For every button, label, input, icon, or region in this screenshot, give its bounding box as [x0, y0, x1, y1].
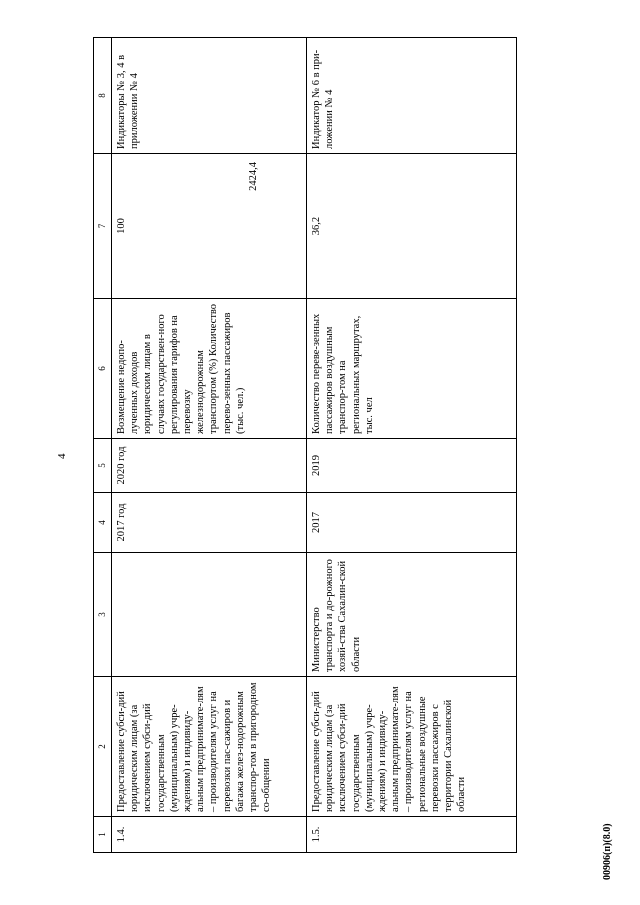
indicator-link-text: Индикаторы № 3, 4 в приложении № 4 [112, 38, 307, 154]
indicator-value: 2424,4 [247, 162, 259, 191]
start-year: 2017 [307, 493, 517, 553]
end-year: 2020 год [112, 439, 307, 493]
indicator-values [112, 154, 307, 299]
column-header: 7 [94, 154, 112, 299]
table-row [112, 38, 307, 853]
column-header: 2 [94, 677, 112, 817]
end-year: 2019 [307, 439, 517, 493]
row-number: 1.4. [112, 817, 307, 853]
column-header: 4 [94, 493, 112, 553]
indicator-value: 100 [116, 218, 127, 234]
column-header: 1 [94, 817, 112, 853]
column-header: 3 [94, 553, 112, 677]
indicator-values [307, 154, 517, 299]
table-row [307, 38, 517, 853]
column-header: 5 [94, 439, 112, 493]
table-header-row [94, 38, 112, 853]
page-number: 4 [56, 453, 68, 459]
column-header: 8 [94, 38, 112, 154]
subsidy-table-rotated [93, 38, 517, 853]
indicator-value: 36,2 [311, 216, 322, 236]
row-number: 1.5. [307, 817, 517, 853]
measure-description: Предоставление субси-дий юридическим лицам (за исключением субси-дий государственным (муниципальным) учре-ждениям) и индивиду-альным предпринимате-лям – производителям услуг на региональные воздушные перевозки пассажиров с территории Сахалинской области [307, 677, 517, 817]
subsidy-table [93, 37, 517, 853]
indicator-link-text: Индикатор № 6 в при-ложении № 4 [307, 38, 517, 154]
executor-cell [112, 553, 307, 677]
column-header: 6 [94, 299, 112, 439]
measure-description: Предоставление субси-дий юридическим лицам (за исключением субси-дий государственным (муниципальным) учре-ждениям) и индивиду-альным предпринимате-лям – производителям услуг на перевозки пас-сажиров и багажа желез-нодорожным транспор-том в пригородном со-общении [112, 677, 307, 817]
executor-cell: Министерство транспорта и до-рожного хозяй-ства Сахалин-ской области [307, 553, 517, 677]
document-code: 00906(п)(8.0) [602, 823, 613, 880]
indicator-text: Возмещение недопо-лученных доходов юридическим лицам в случаях государствен-ного регулирования тарифов на перевозку железнодорожным транспортом (%) Количество перево-зенных пассажиров (тыс. чел.) [112, 299, 307, 439]
start-year: 2017 год [112, 493, 307, 553]
indicator-text: Количество переве-зенных пассажиров воздушным транспор-том на региональных маршрутах, тыс. чел [307, 299, 517, 439]
